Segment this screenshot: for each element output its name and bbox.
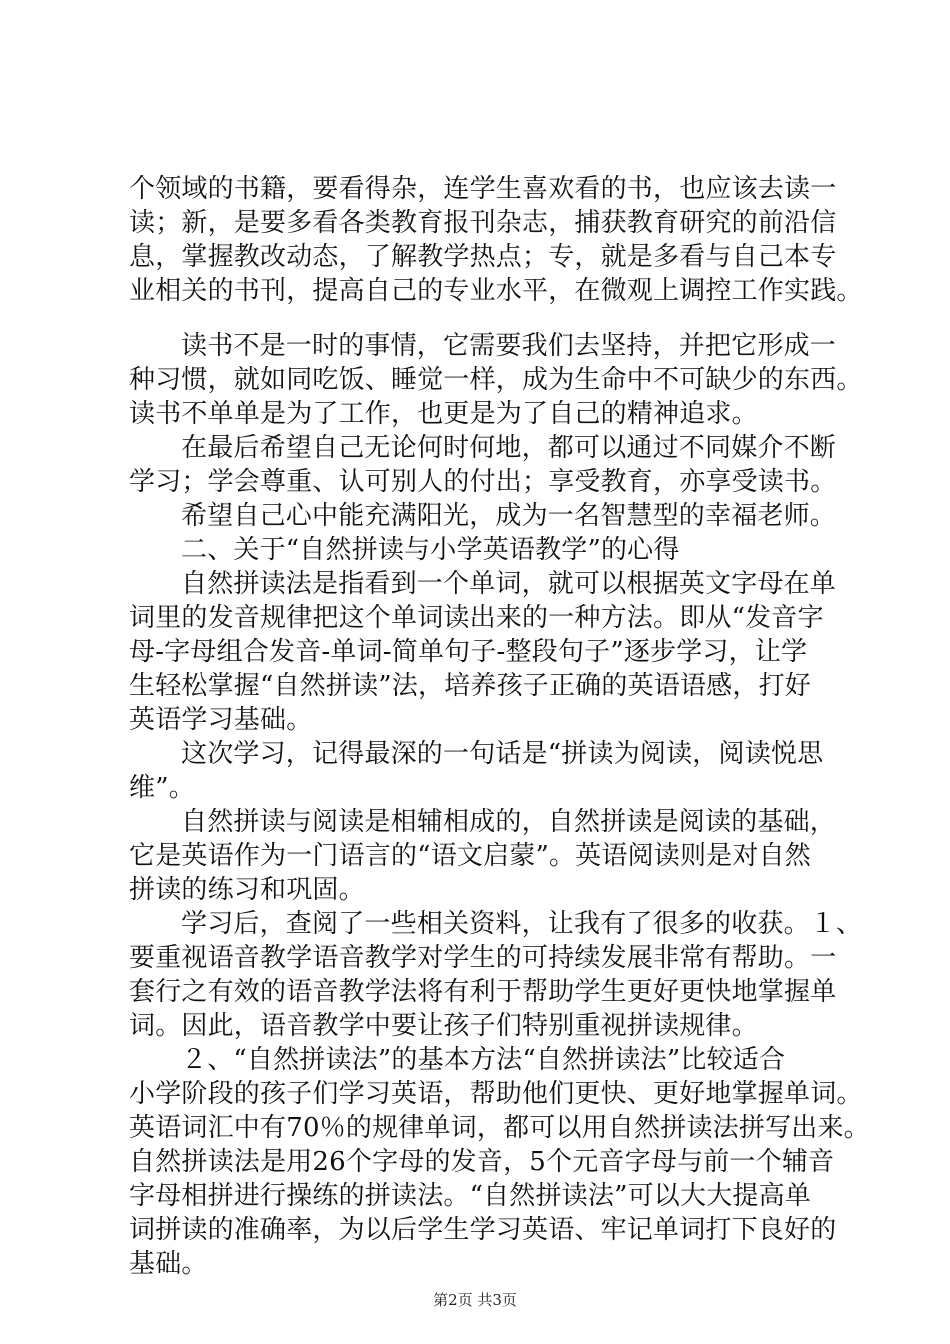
text-line: 英语词汇中有70％的规律单词，都可以用自然拼读法拼写出来。 [129, 1113, 870, 1143]
text-line: 读书不单单是为了工作，也更是为了自己的精神追求。 [129, 399, 758, 429]
text-line: ２、“自然拼读法”的基本方法“自然拼读法”比较适合 [181, 1045, 786, 1075]
section-heading: 二、关于“自然拼读与小学英语教学”的心得 [181, 535, 680, 565]
text-line: 字母相拼进行操练的拼读法。“自然拼读法”可以大大提高单 [129, 1181, 811, 1211]
text-line: 母-字母组合发音-单词-简单句子-整段句子”逐步学习，让学 [129, 637, 808, 667]
text-line: 自然拼读法是指看到一个单词，就可以根据英文字母在单 [181, 569, 837, 599]
text-line: 维”。 [129, 773, 195, 803]
text-line: 套行之有效的语音教学法将有利于帮助学生更好更快地掌握单 [129, 977, 837, 1007]
text-line: 读书不是一时的事情，它需要我们去坚持，并把它形成一 [181, 331, 837, 361]
text-line: 个领域的书籍，要看得杂，连学生喜欢看的书，也应该去读一 [129, 174, 837, 204]
text-line: 小学阶段的孩子们学习英语，帮助他们更快、更好地掌握单词。 [129, 1079, 863, 1109]
text-line: 自然拼读与阅读是相辅相成的，自然拼读是阅读的基础， [181, 807, 837, 837]
text-line: 学习后，查阅了一些相关资料，让我有了很多的收获。１、 [181, 909, 863, 939]
text-line: 词里的发音规律把这个单词读出来的一种方法。即从“发音字 [129, 603, 824, 633]
page-number-footer: 第2页 共3页 [433, 1291, 517, 1309]
text-line: 种习惯，就如同吃饭、睡觉一样，成为生命中不可缺少的东西。 [129, 365, 863, 395]
text-line: 息，掌握教改动态，了解教学热点；专，就是多看与自己本专 [129, 242, 837, 272]
text-line: 它是英语作为一门语言的“语文启蒙”。英语阅读则是对自然 [129, 841, 811, 871]
text-line: 在最后希望自己无论何时何地，都可以通过不同媒介不断 [181, 433, 837, 463]
text-line: 英语学习基础。 [129, 705, 313, 735]
text-line: 读；新，是要多看各类教育报刊杂志，捕获教育研究的前沿信 [129, 208, 837, 238]
text-line: 词拼读的准确率，为以后学生学习英语、牢记单词打下良好的 [129, 1215, 837, 1245]
text-line: 希望自己心中能充满阳光，成为一名智慧型的幸福老师。 [181, 501, 837, 531]
text-line: 拼读的练习和巩固。 [129, 875, 365, 905]
text-line: 业相关的书刊，提高自己的专业水平，在微观上调控工作实践。 [129, 276, 863, 306]
text-line: 自然拼读法是用26个字母的发音，5个元音字母与前一个辅音 [129, 1147, 835, 1177]
text-line: 词。因此，语音教学中要让孩子们特别重视拼读规律。 [129, 1011, 758, 1041]
text-line: 学习；学会尊重、认可别人的付出；享受教育，亦享受读书。 [129, 467, 837, 497]
text-line: 生轻松掌握“自然拼读”法，培养孩子正确的英语语感，打好 [129, 671, 811, 701]
text-line: 基础。 [129, 1249, 208, 1279]
text-line: 要重视语音教学语音教学对学生的可持续发展非常有帮助。一 [129, 943, 837, 973]
text-line: 这次学习，记得最深的一句话是“拼读为阅读，阅读悦思 [181, 739, 824, 769]
